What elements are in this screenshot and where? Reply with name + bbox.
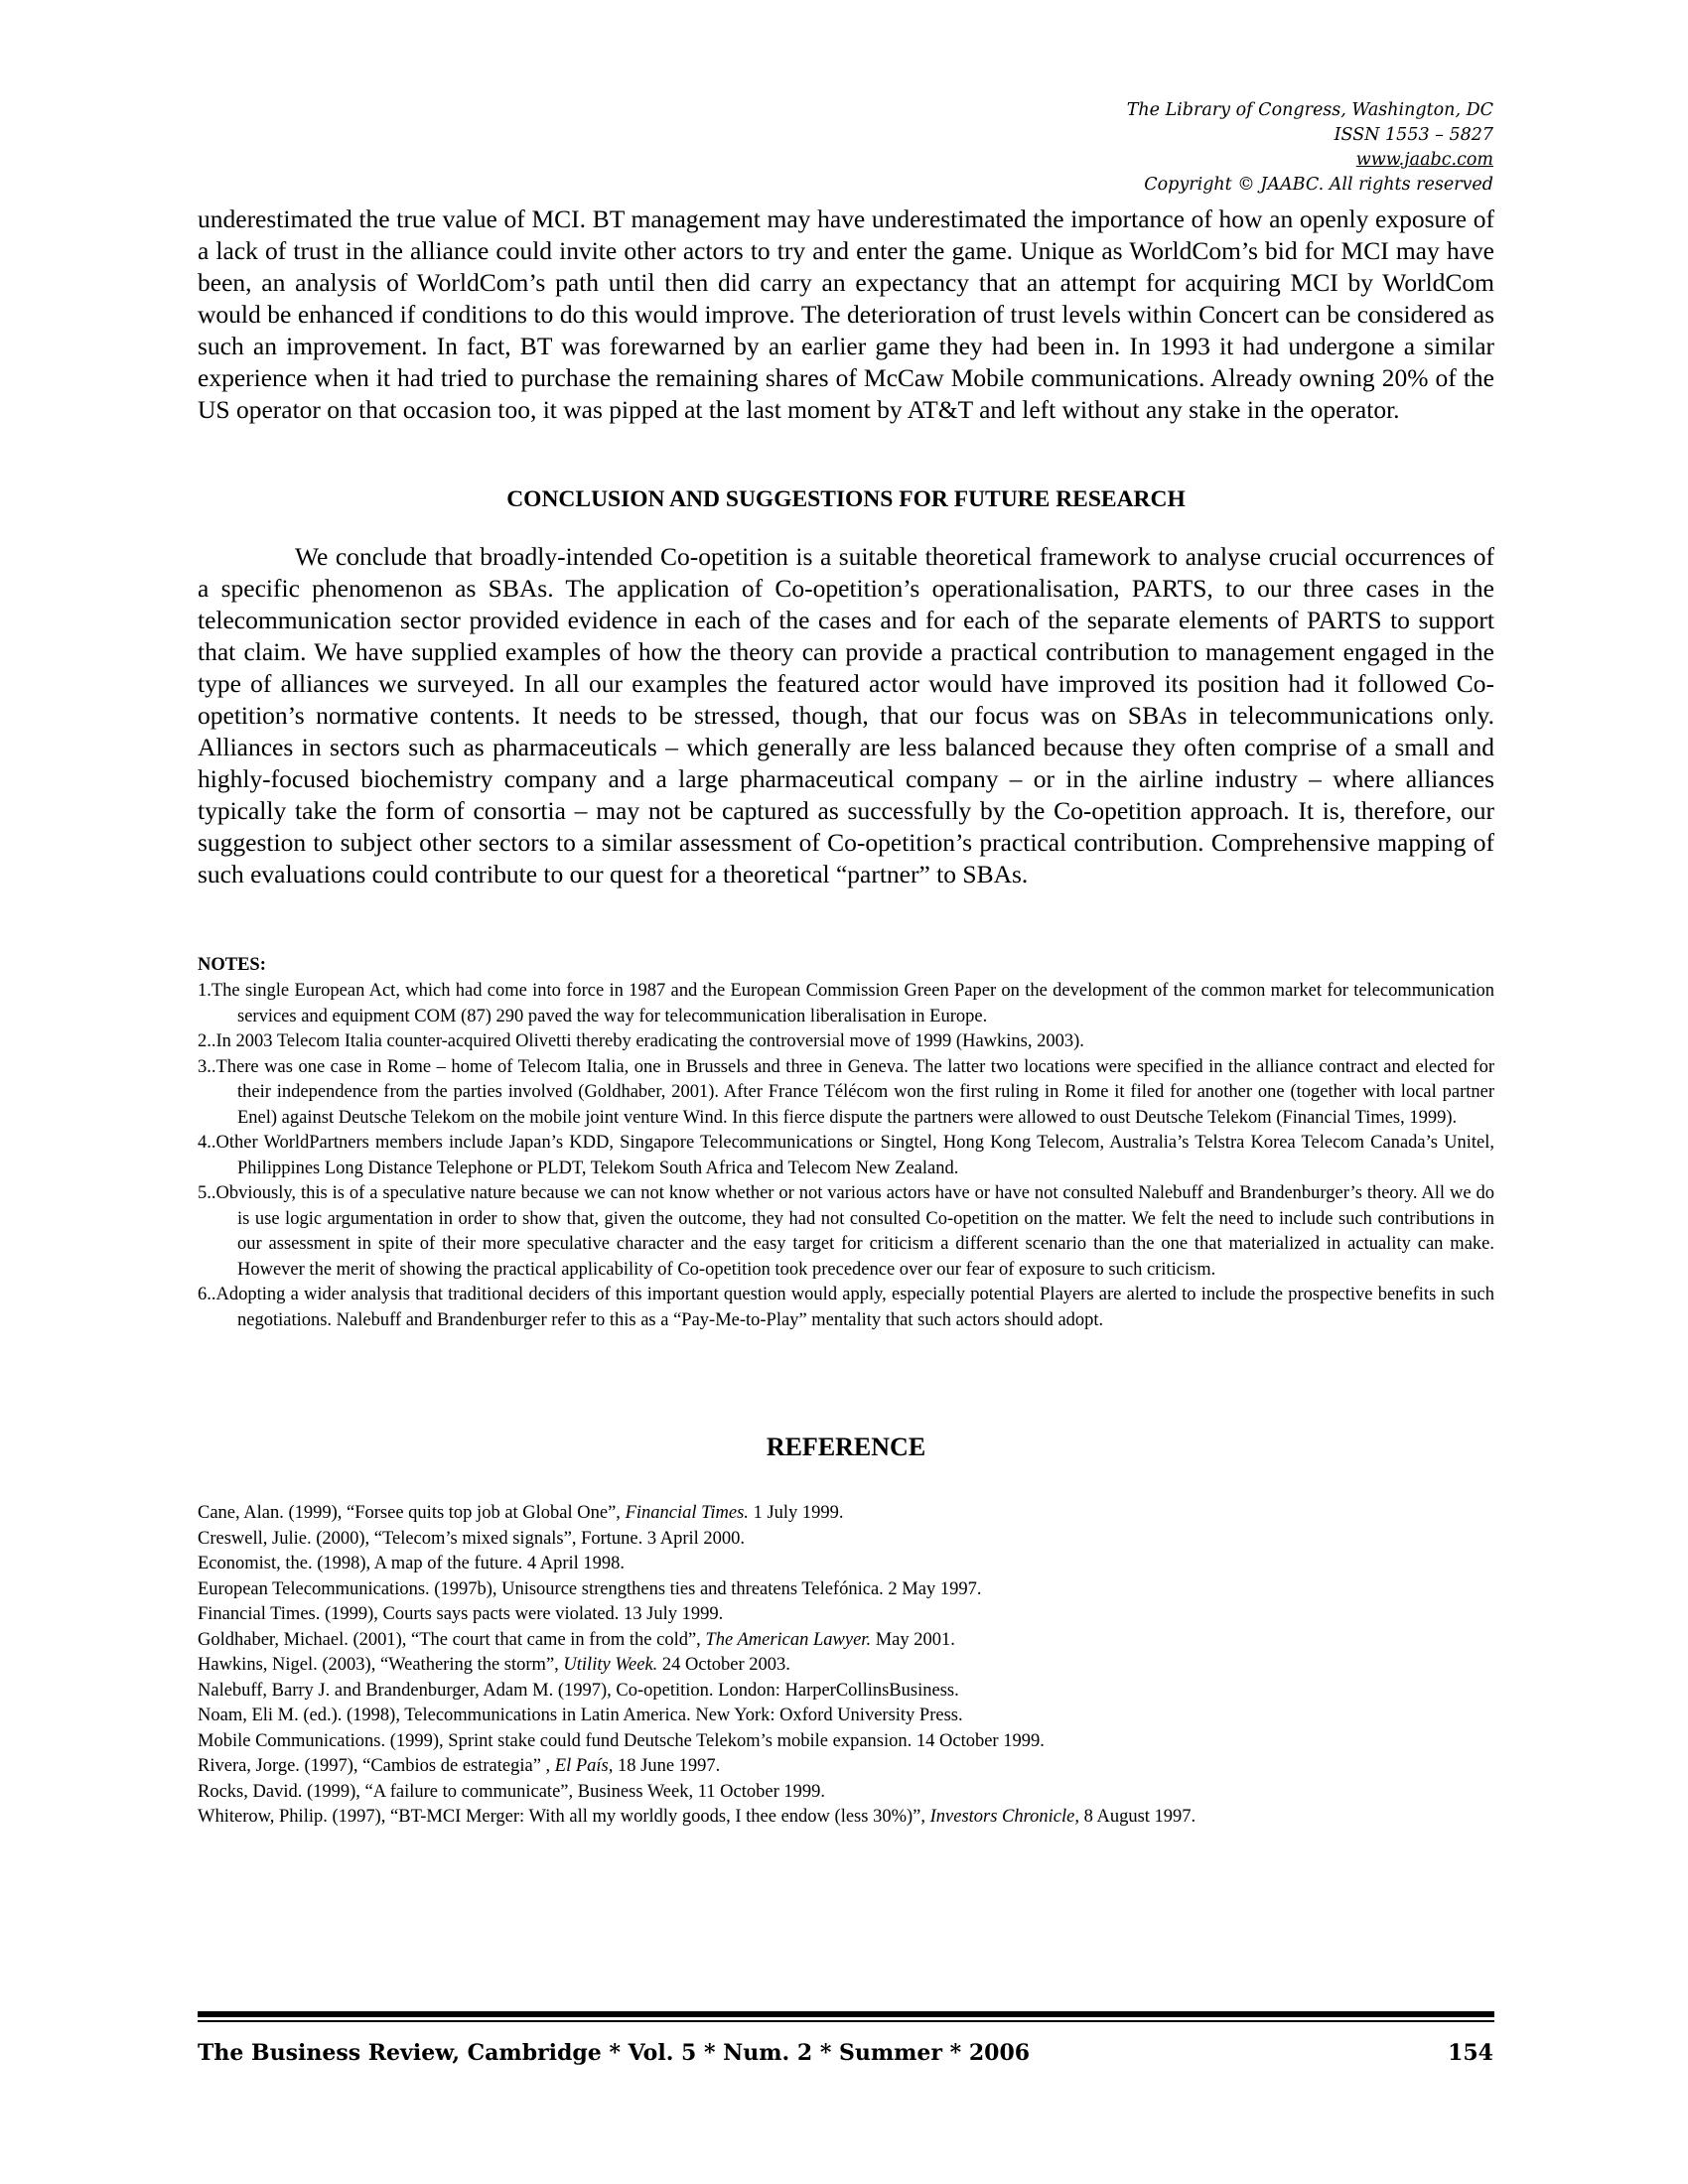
reference-item: Creswell, Julie. (2000), “Telecom’s mixed signals”, Fortune. 3 April 2000. bbox=[198, 1528, 746, 1549]
intro-paragraph: underestimated the true value of MCI. BT management may have underestimated the importance of how an openly exposure of a lack of trust in the alliance could invite other actors to try and enter the game. Unique as WorldCom’s bid for MCI may have been, an analysis of WorldCom’s path until then did carry an expectancy that an attempt for acquiring MCI by WorldCom would be enhanced if conditions to do this would improve. The deterioration of trust levels within Concert can be considered as such an improvement. In fact, BT was forewarned by an earlier game they had been in. In 1993 it had undergone a similar experience when it had tried to purchase the remaining shares of McCaw Mobile communications. Already owning 20% of the US operator on that occasion too, it was pipped at the last moment by AT&T and left without any stake in the operator. bbox=[198, 205, 1494, 424]
note-item: 5..Obviously, this is of a speculative nature because we can not know whether or not various actors have or have not consulted Nalebuff and Brandenburger’s theory. All we do is use logic argumentation in order to show that, given the outcome, they had not consulted Co-opetition on the matter. We felt the need to include such contributions in our assessment in spite of their more speculative character and the easy target for criticism a different scenario than the one that materialized in actuality can make. However the merit of showing the practical applicability of Co-opetition took precedence over our fear of exposure to such criticism. bbox=[198, 1183, 1494, 1280]
running-header bbox=[798, 98, 1493, 198]
reference-item: Goldhaber, Michael. (2001), “The court that came in from the cold”, The American Lawyer. May 2001. bbox=[198, 1629, 955, 1650]
note-item: 2..In 2003 Telecom Italia counter-acquired Olivetti thereby eradicating the controversial move of 1999 (Hawkins, 2003). bbox=[198, 1031, 1084, 1051]
reference-item: Economist, the. (1998), A map of the future. 4 April 1998. bbox=[198, 1554, 626, 1573]
reference-item: Financial Times. (1999), Courts says pacts were violated. 13 July 1999. bbox=[198, 1604, 724, 1624]
reference-item: European Telecommunications. (1997b), Unisource strengthens ties and threatens Telefónica. 2 May 1997. bbox=[198, 1578, 982, 1599]
notes-heading: NOTES: bbox=[198, 955, 266, 975]
reference-heading: REFERENCE bbox=[766, 1433, 926, 1461]
reference-item: Mobile Communications. (1999), Sprint stake could fund Deutsche Telekom’s mobile expansion. 14 October 1999. bbox=[198, 1730, 1045, 1751]
footer-journal-title: The Business Review, Cambridge * Vol. 5 * Num. 2 * Summer * 2006 bbox=[198, 2040, 1031, 2066]
reference-item: Rocks, David. (1999), “A failure to communicate”, Business Week, 11 October 1999. bbox=[198, 1781, 825, 1802]
footer-rule bbox=[198, 2011, 1494, 2017]
note-item: 6..Adopting a wider analysis that traditional deciders of this important question would apply, especially potential Players are alerted to include the prospective benefits in such negotiations. Nalebuff and Brandenburger refer to this as a “Pay-Me-to-Play” mentality that such actors should adopt. bbox=[198, 1285, 1494, 1330]
reference-item: Whiterow, Philip. (1997), “BT-MCI Merger: With all my worldly goods, I thee endow (less 30%)”, Investors Chronicle, 8 August 1997. bbox=[198, 1807, 1196, 1827]
reference-item: Rivera, Jorge. (1997), “Cambios de estrategia” , El País, 18 June 1997. bbox=[198, 1756, 721, 1776]
header-copyright: Copyright © JAABC. All rights reserved bbox=[1144, 175, 1493, 195]
reference-item: Noam, Eli M. (ed.). (1998), Telecommunications in Latin America. New York: Oxford University Press. bbox=[198, 1706, 963, 1725]
reference-list bbox=[198, 1501, 1494, 1831]
page-number: 154 bbox=[1448, 2040, 1493, 2066]
note-item: 4..Other WorldPartners members include Japan’s KDD, Singapore Telecommunications or Singtel, Hong Kong Telecom, Australia’s Telstra Korea Telecom Canada’s Unitel, Philippines Long Distance Telephone or PLDT, Telekom South Africa and Telecom New Zealand. bbox=[198, 1133, 1494, 1178]
conclusion-heading: CONCLUSION AND SUGGESTIONS FOR FUTURE RESEARCH bbox=[506, 486, 1186, 512]
notes-list bbox=[198, 979, 1494, 1333]
header-website-link[interactable]: www.jaabc.com bbox=[1355, 150, 1493, 170]
reference-item: Cane, Alan. (1999), “Forsee quits top job at Global One”, Financial Times. 1 July 1999. bbox=[198, 1503, 844, 1523]
reference-item: Nalebuff, Barry J. and Brandenburger, Adam M. (1997), Co-opetition. London: HarperCollinsBusiness. bbox=[198, 1680, 959, 1701]
conclusion-paragraph: We conclude that broadly-intended Co-opetition is a suitable theoretical framework to analyse crucial occurrences of a specific phenomenon as SBAs. The application of Co-opetition’s operationalisation, PARTS, to our three cases in the telecommunication sector provided evidence in each of the cases and for each of the separate elements of PARTS to support that claim. We have supplied examples of how the theory can provide a practical contribution to management engaged in the type of alliances we surveyed. In all our examples the featured actor would have improved its position had it followed Co-opetition’s normative contents. It needs to be stressed, though, that our focus was on SBAs in telecommunications only. Alliances in sectors such as pharmaceuticals – which generally are less balanced because they often comprise of a small and highly-focused biochemistry company and a large pharmaceutical company – or in the airline industry – where alliances typically take the form of consortia – may not be captured as successfully by the Co-opetition approach. It is, therefore, our suggestion to subject other sectors to a similar assessment of Co-opetition’s practical contribution. Comprehensive mapping of such evaluations could contribute to our quest for a theoretical “partner” to SBAs. bbox=[198, 542, 1494, 888]
note-item: 1.The single European Act, which had come into force in 1987 and the European Commission Green Paper on the development of the common market for telecommunication services and equipment COM (87) 290 paved the way for telecommunication liberalisation in Europe. bbox=[198, 981, 1494, 1026]
header-issn: ISSN 1553 – 5827 bbox=[1334, 125, 1493, 145]
header-publisher: The Library of Congress, Washington, DC bbox=[1126, 100, 1493, 120]
reference-item: Hawkins, Nigel. (2003), “Weathering the storm”, Utility Week. 24 October 2003. bbox=[198, 1655, 790, 1675]
note-item: 3..There was one case in Rome – home of Telecom Italia, one in Brussels and three in Geneva. The latter two locations were specified in the alliance contract and elected for their independence from the parties involved (Goldhaber, 2001). After France Télécom won the first ruling in Rome it filed for another one (together with local partner Enel) against Deutsche Telekom on the mobile joint venture Wind. In this fierce dispute the partners were allowed to oust Deutsche Telekom (Financial Times, 1999). bbox=[198, 1056, 1494, 1128]
footer-rule bbox=[198, 2020, 1494, 2022]
